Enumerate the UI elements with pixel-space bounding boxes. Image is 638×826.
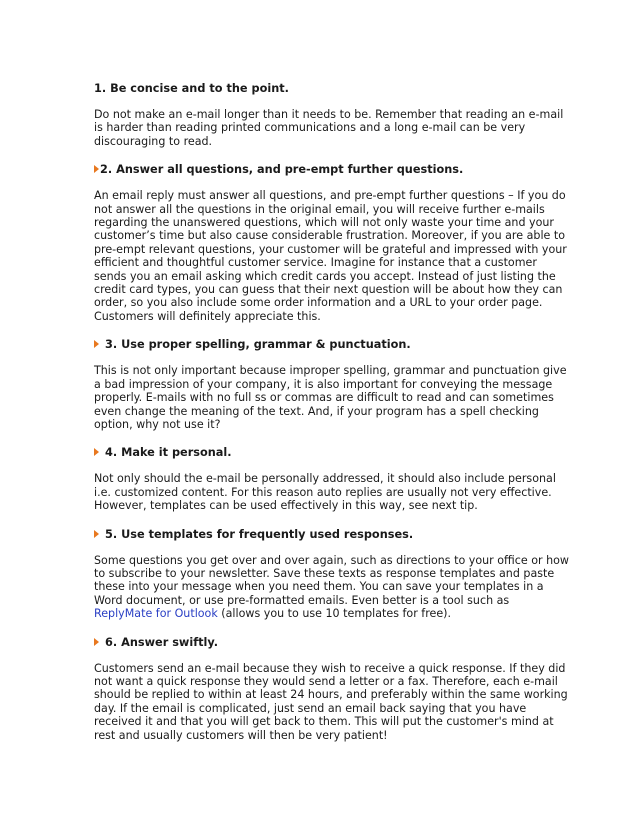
tip-body-1: Do not make an e-mail longer than it needs to be. Remember that reading an e-mail is harder than reading printed communications and a long e-mail can be very discouraging to read. [94,108,564,148]
link-trailing-text: (allows you to use 10 templates for free). [217,607,452,621]
orange-arrow-bullet-icon [94,638,99,646]
tip-body-6: Customers send an e-mail because they wish to receive a quick response. If they did not want a quick response they would send a letter or a fax. Therefore, each e-mail should be replied to within at least 24 hours, and preferably within the same working day. If the email is complicated, just send an email back saying that you have received it and that you will get back to them. This will put the customer's mind at rest and usually customers will then be very patient! [94,661,568,742]
orange-arrow-bullet-icon [94,530,99,538]
orange-arrow-bullet-icon [94,165,99,173]
tip-heading-6: 6. Answer swiftly. [94,636,554,650]
tip-body-4: Not only should the e-mail be personally addressed, it should also include personal i.e. customized content. For this reason auto replies are usually not very effective. However, templates can be used effectively in this way, see next tip. [94,472,556,513]
tip-heading-3: 3. Use proper spelling, grammar & punctuation. [94,338,554,352]
tip-heading-1: 1. Be concise and to the point. [94,82,289,95]
tip-body-5: Some questions you get over and over again, such as directions to your office or how to subscribe to your newsletter. Save these texts as response templates and paste these into your message when you need them. You can save your templates in a Word document, or use pre-formatted emails. Even better is a tool such as ReplyMate for Outlook (allows you to use 10 templates for free). [94,553,569,621]
tip-body-2: An email reply must answer all questions, and pre-empt further questions – If you do not answer all the questions in the original email, you will receive further e-mails regarding the unanswered questions, which will not only waste your time and your customer’s time but also cause considerable frustration. Moreover, if you are able to pre-empt relevant questions, your customer will be grateful and impressed with your efficient and thoughtful customer service. Imagine for instance that a customer sends you an email asking which credit cards you accept. Instead of just listing the credit card types, you can guess that their next question will be about how they can order, so you also include some order information and a URL to your order page. Customers will definitely appreciate this. [94,189,567,323]
orange-arrow-bullet-icon [94,448,99,456]
tip-heading-2: 2. Answer all questions, and pre-empt further questions. [94,163,554,177]
tip-heading-5: 5. Use templates for frequently used responses. [94,528,554,542]
orange-arrow-bullet-icon [94,340,99,348]
tip-body-3: This is not only important because improper spelling, grammar and punctuation give a bad impression of your company, it is also important for conveying the message properly. E-mails with no full ss or commas are difficult to read and can sometimes even change the meaning of the text. And, if your program has a spell checking option, why not use it? [94,364,567,431]
document-page [94,82,569,742]
replymate-link[interactable]: ReplyMate for Outlook [94,607,218,621]
tip-heading-4: 4. Make it personal. [94,446,554,460]
